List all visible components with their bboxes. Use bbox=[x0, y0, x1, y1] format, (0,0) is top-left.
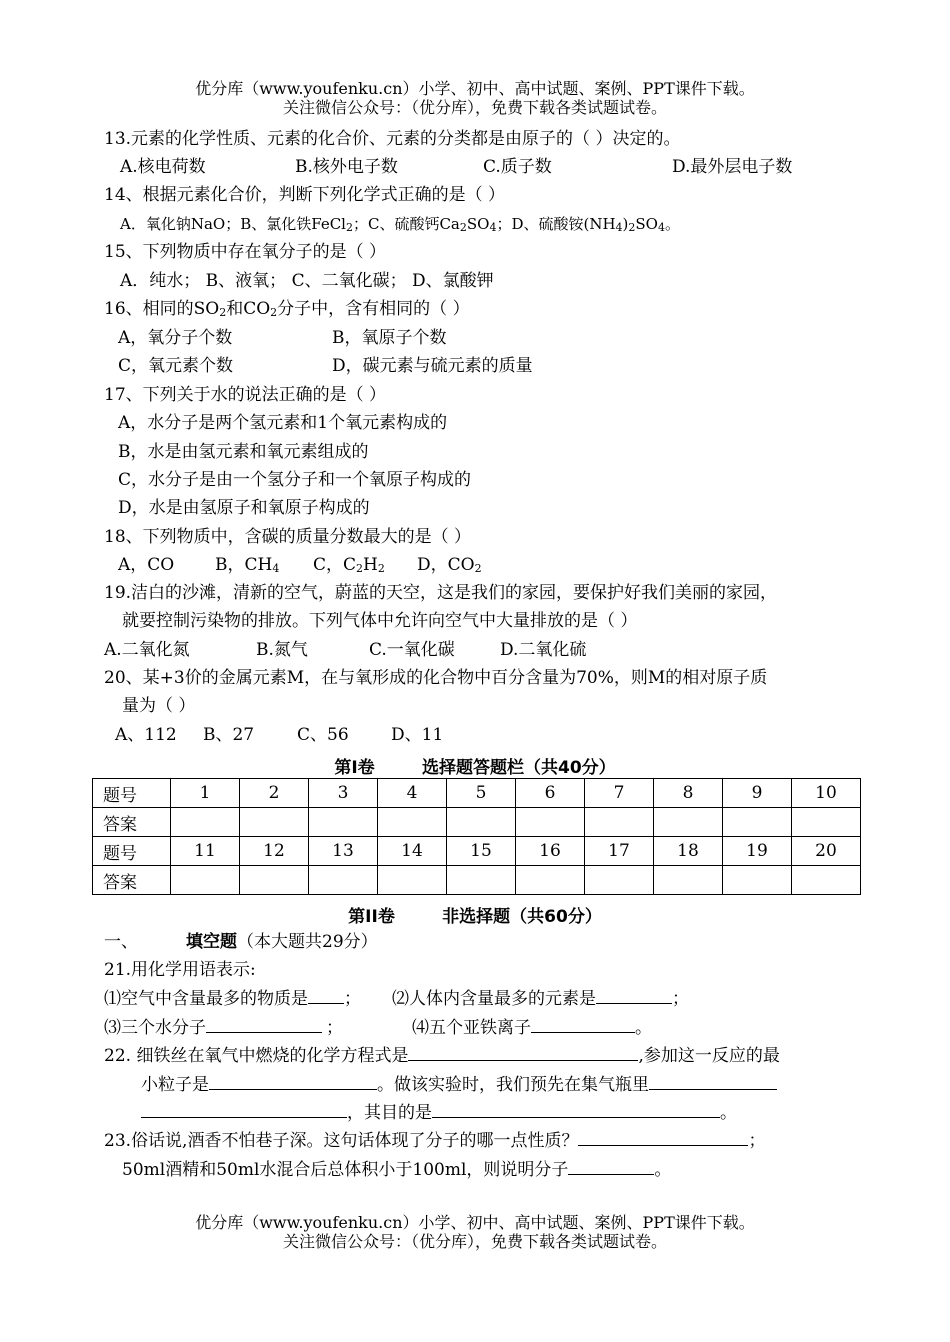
question-number: 3 bbox=[309, 779, 378, 808]
subscript: 4 bbox=[657, 221, 665, 234]
row-label: 答案 bbox=[93, 808, 171, 837]
q21-part-3-text: ⑶三个水分子 bbox=[104, 1018, 206, 1038]
q14-stem: 14、根据元素化合价，判断下列化学式正确的是（ ） bbox=[104, 185, 506, 205]
q22-text: 小粒子是 bbox=[141, 1075, 209, 1095]
q18-stem: 18、下列物质中，含碳的质量分数最大的是（ ） bbox=[104, 527, 472, 547]
answer-cell[interactable] bbox=[447, 866, 516, 895]
q13-stem: 13.元素的化学性质、元素的化合价、元素的分类都是由原子的（ ）决定的。 bbox=[104, 129, 681, 149]
answer-blank[interactable] bbox=[209, 1073, 377, 1090]
table-row bbox=[93, 779, 861, 808]
footer-line-1: 优分库（www.youfenku.cn）小学、初中、高中试题、案例、PPT课件下载。 bbox=[195, 1213, 755, 1232]
subscript: 2 bbox=[345, 221, 353, 234]
footer-line-2: 关注微信公众号：（优分库），免费下载各类试题试卷。 bbox=[282, 1232, 667, 1251]
answer-cell[interactable] bbox=[654, 808, 723, 837]
q22-text: 。做该实验时，我们预先在集气瓶里 bbox=[377, 1075, 649, 1095]
answer-blank[interactable] bbox=[649, 1073, 777, 1090]
answer-cell[interactable] bbox=[447, 808, 516, 837]
row-label: 题号 bbox=[93, 779, 171, 808]
part-number: 一、 bbox=[104, 932, 138, 952]
part-note: （本大题共29分） bbox=[237, 932, 378, 952]
answer-cell[interactable] bbox=[309, 808, 378, 837]
q16-stem bbox=[104, 298, 470, 324]
answer-blank[interactable] bbox=[568, 1158, 654, 1175]
answer-cell[interactable] bbox=[378, 808, 447, 837]
q22-text: 22. 细铁丝在氧气中燃烧的化学方程式是 bbox=[104, 1046, 409, 1066]
formula-part: SO bbox=[635, 215, 658, 233]
question-number: 19 bbox=[723, 837, 792, 866]
q20-stem-line-1: 20、某+3价的金属元素M，在与氧形成的化合物中百分含量为70%，则M的相对原子质 bbox=[104, 668, 768, 688]
q22-line-1 bbox=[104, 1044, 780, 1067]
question-number: 9 bbox=[723, 779, 792, 808]
punctuation: 。 bbox=[654, 1160, 672, 1180]
subscript: 4 bbox=[272, 562, 280, 575]
subscript: 2 bbox=[628, 221, 636, 234]
question-number: 14 bbox=[378, 837, 447, 866]
answer-blank[interactable] bbox=[531, 1016, 635, 1033]
subscript: 2 bbox=[219, 306, 227, 319]
q13-option-d: D.最外层电子数 bbox=[672, 157, 793, 177]
punctuation: 。 bbox=[720, 1103, 737, 1123]
part-1-heading bbox=[104, 931, 378, 953]
question-number: 20 bbox=[792, 837, 861, 866]
answer-cell[interactable] bbox=[654, 866, 723, 895]
subscript: 2 bbox=[270, 306, 278, 319]
q23-text: 23.俗话说,酒香不怕巷子深。这句话体现了分子的哪一点性质？ bbox=[104, 1131, 579, 1151]
q21-part-4-text: ⑷五个亚铁离子 bbox=[412, 1018, 531, 1038]
q19-option-b: B.氮气 bbox=[256, 640, 308, 660]
q16-option-b: B，氧原子个数 bbox=[332, 328, 447, 348]
q13-option-a: A.核电荷数 bbox=[120, 157, 206, 177]
question-number: 11 bbox=[171, 837, 240, 866]
answer-blank[interactable] bbox=[596, 987, 672, 1004]
punctuation: ； bbox=[748, 1131, 766, 1151]
header-line-1: 优分库（www.youfenku.cn）小学、初中、高中试题、案例、PPT课件下载。 bbox=[195, 79, 755, 98]
table-row bbox=[93, 866, 861, 895]
q22-text: ,参加这一反应的最 bbox=[638, 1046, 780, 1066]
subscript: 2 bbox=[356, 562, 364, 575]
q21-part-1 bbox=[104, 987, 361, 1010]
question-number: 17 bbox=[585, 837, 654, 866]
q18-option-d bbox=[417, 554, 482, 580]
q18-option-b bbox=[215, 554, 279, 580]
q14-option-b: B、氯化铁FeCl bbox=[240, 215, 346, 233]
q23-text: 50ml酒精和50ml水混合后总体积小于100ml，则说明分子 bbox=[122, 1160, 569, 1180]
q20-stem-line-2: 量为（ ） bbox=[122, 696, 196, 716]
q18-option-c-text: C，C bbox=[313, 555, 357, 575]
header-line-2: 关注微信公众号：（优分库），免费下载各类试题试卷。 bbox=[282, 98, 667, 117]
question-number: 1 bbox=[171, 779, 240, 808]
q17-stem: 17、下列关于水的说法正确的是（ ） bbox=[104, 385, 387, 405]
answer-cell[interactable] bbox=[240, 808, 309, 837]
q14-option-d: ；D、硫酸铵(NH bbox=[496, 215, 616, 233]
q21-part-2 bbox=[392, 987, 689, 1010]
subscript: 2 bbox=[377, 562, 385, 575]
question-number: 13 bbox=[309, 837, 378, 866]
table-row bbox=[93, 808, 861, 837]
q23-line-1 bbox=[104, 1129, 765, 1152]
answer-blank[interactable] bbox=[206, 1016, 322, 1033]
answer-cell[interactable] bbox=[723, 866, 792, 895]
q23-line-2 bbox=[122, 1158, 671, 1181]
answer-cell[interactable] bbox=[171, 808, 240, 837]
answer-cell[interactable] bbox=[792, 866, 861, 895]
q21-stem: 21.用化学用语表示: bbox=[104, 960, 256, 980]
question-number: 15 bbox=[447, 837, 516, 866]
table-row bbox=[93, 837, 861, 866]
q19-option-d: D.二氧化硫 bbox=[500, 640, 587, 660]
answer-blank[interactable] bbox=[308, 987, 344, 1004]
q19-option-c: C.一氧化碳 bbox=[369, 640, 455, 660]
q21-part-1-text: ⑴空气中含量最多的物质是 bbox=[104, 989, 308, 1009]
q16-option-d: D，碳元素与硫元素的质量 bbox=[332, 356, 533, 376]
q15-options: A．纯水； B、液氧； C、二氧化碳； D、氯酸钾 bbox=[120, 271, 494, 291]
q17-option-b: B，水是由氢元素和氧元素组成的 bbox=[118, 442, 369, 462]
question-number: 18 bbox=[654, 837, 723, 866]
q13-option-c: C.质子数 bbox=[483, 157, 552, 177]
q21-part-3 bbox=[104, 1016, 343, 1039]
subscript: 4 bbox=[615, 221, 623, 234]
answer-cell[interactable] bbox=[585, 866, 654, 895]
q21-part-2-text: ⑵人体内含量最多的元素是 bbox=[392, 989, 596, 1009]
question-number: 2 bbox=[240, 779, 309, 808]
q16-stem-text: 16、相同的SO bbox=[104, 299, 220, 319]
answer-cell[interactable] bbox=[516, 808, 585, 837]
punctuation: ； bbox=[672, 989, 689, 1009]
answer-blank[interactable] bbox=[578, 1129, 748, 1146]
q20-option-a: A、112 bbox=[115, 725, 177, 745]
q21-part-4 bbox=[412, 1016, 652, 1039]
row-label: 答案 bbox=[93, 866, 171, 895]
answer-cell[interactable] bbox=[585, 808, 654, 837]
punctuation: ； bbox=[326, 1018, 343, 1038]
subscript: 4 bbox=[489, 221, 497, 234]
answer-blank[interactable] bbox=[432, 1101, 720, 1118]
answer-cell[interactable] bbox=[309, 866, 378, 895]
answer-blank[interactable] bbox=[408, 1044, 638, 1061]
question-number: 16 bbox=[516, 837, 585, 866]
q14-options bbox=[120, 213, 680, 239]
q16-option-c: C，氧元素个数 bbox=[118, 356, 234, 376]
question-number: 7 bbox=[585, 779, 654, 808]
q17-option-a: A，水分子是两个氢元素和1个氧元素构成的 bbox=[118, 413, 448, 433]
row-label: 题号 bbox=[93, 837, 171, 866]
q20-option-b: B、27 bbox=[203, 725, 255, 745]
q16-option-a: A，氧分子个数 bbox=[118, 328, 233, 348]
subscript: 2 bbox=[459, 221, 467, 234]
q22-line-2 bbox=[141, 1073, 777, 1096]
q22-text: ，其目的是 bbox=[347, 1103, 432, 1123]
q15-stem: 15、下列物质中存在氧分子的是（ ） bbox=[104, 242, 387, 262]
q22-line-3 bbox=[141, 1101, 737, 1124]
q17-option-d: D，水是由氢原子和氧原子构成的 bbox=[118, 498, 370, 518]
answer-cell[interactable] bbox=[171, 866, 240, 895]
q13-option-b: B.核外电子数 bbox=[295, 157, 398, 177]
question-number: 10 bbox=[792, 779, 861, 808]
answer-cell[interactable] bbox=[240, 866, 309, 895]
q19-stem-line-1: 19.洁白的沙滩，清新的空气，蔚蓝的天空，这是我们的家园，要保护好我们美丽的家园， bbox=[104, 583, 778, 603]
part-title: 填空题 bbox=[186, 932, 237, 952]
q14-option-c: ；C、硫酸钙Ca bbox=[352, 215, 460, 233]
question-number: 8 bbox=[654, 779, 723, 808]
q17-option-c: C，水分子是由一个氢分子和一个氧原子构成的 bbox=[118, 470, 472, 490]
q19-stem-line-2: 就要控制污染物的排放。下列气体中允许向空气中大量排放的是（ ） bbox=[122, 611, 638, 631]
answer-blank[interactable] bbox=[141, 1101, 347, 1118]
section-2-title: 第II卷 非选择题（共60分） bbox=[348, 907, 602, 927]
answer-table bbox=[92, 778, 861, 895]
q20-option-d: D、11 bbox=[391, 725, 444, 745]
q14-option-a: A．氧化钠NaO； bbox=[120, 215, 241, 233]
subscript: 2 bbox=[474, 562, 482, 575]
question-number: 12 bbox=[240, 837, 309, 866]
question-number: 6 bbox=[516, 779, 585, 808]
q19-option-a: A.二氧化氮 bbox=[104, 640, 190, 660]
punctuation: 。 bbox=[635, 1018, 652, 1038]
formula-part: SO bbox=[466, 215, 490, 233]
answer-cell[interactable] bbox=[378, 866, 447, 895]
question-number: 4 bbox=[378, 779, 447, 808]
question-number: 5 bbox=[447, 779, 516, 808]
q18-option-b-text: B，CH bbox=[215, 555, 273, 575]
answer-cell[interactable] bbox=[723, 808, 792, 837]
q18-option-a: A，CO bbox=[118, 555, 175, 575]
formula-part: ) bbox=[622, 215, 629, 233]
q18-option-d-text: D，CO bbox=[417, 555, 475, 575]
q18-option-c bbox=[313, 554, 385, 580]
q16-stem-text: 分子中，含有相同的（ ） bbox=[277, 299, 470, 319]
q20-option-c: C、56 bbox=[297, 725, 349, 745]
answer-cell[interactable] bbox=[792, 808, 861, 837]
section-1-title: 第Ⅰ卷 选择题答题栏（共40分） bbox=[334, 758, 616, 778]
answer-cell[interactable] bbox=[516, 866, 585, 895]
q16-stem-text: 和CO bbox=[226, 299, 271, 319]
formula-part: H bbox=[363, 555, 378, 575]
punctuation: 。 bbox=[664, 215, 680, 233]
punctuation: ； bbox=[344, 989, 361, 1009]
